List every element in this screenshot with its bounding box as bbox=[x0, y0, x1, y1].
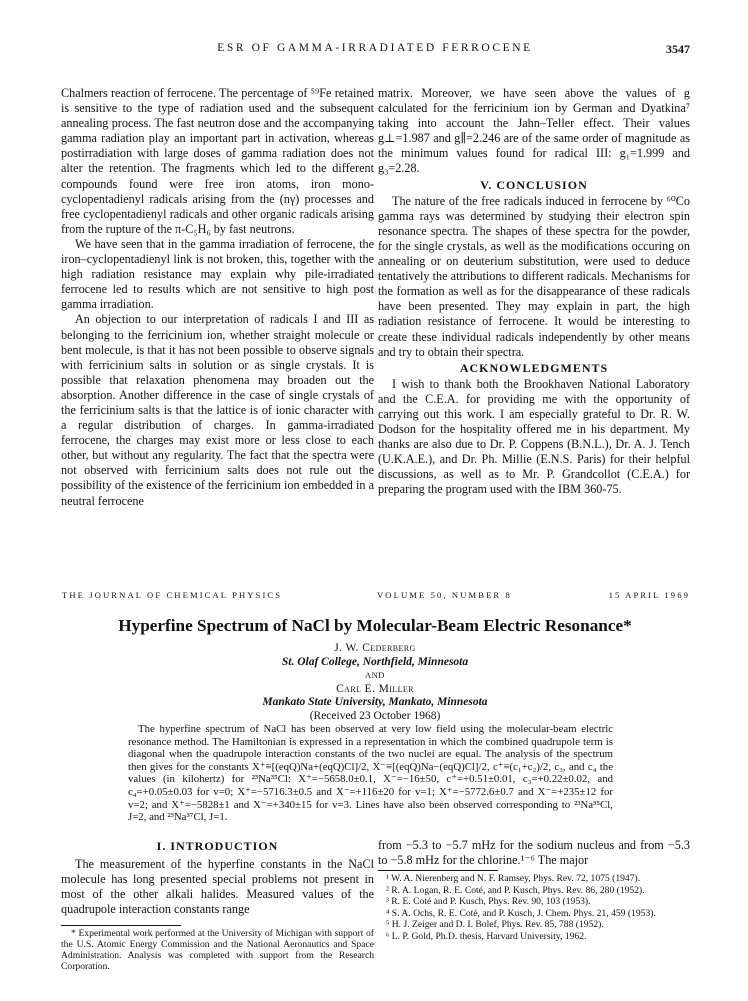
reference-item: ¹ W. A. Nierenberg and N. F. Ramsey, Phys. Rev. 72, 1075 (1947). bbox=[386, 873, 641, 884]
reference-item: ² R. A. Logan, R. E. Coté, and P. Kusch, Phys. Rev. 86, 280 (1952). bbox=[386, 884, 645, 896]
references-rule bbox=[378, 870, 498, 871]
journal-name: THE JOURNAL OF CHEMICAL PHYSICS bbox=[62, 590, 283, 600]
acknowledgments-paragraph: I wish to thank both the Brookhaven National Laboratory and the C.E.A. for providing me with the opportunity of carrying out this work. I am especially grateful to Dr. R. W. Dodson for the hospitality offered me in his department. My thanks are also due to Dr. P. Coppens (B.N.L.), Dr. A. J. Tench (U.K.A.E.), and Dr. Ph. Millie (E.N.S. Paris) for their helpful discussions, as well as to Mr. P. Grandcollot (C.E.A.) for preparing the program used with the IBM 360-75. bbox=[378, 376, 690, 497]
conclusion-heading: V. CONCLUSION bbox=[480, 177, 588, 192]
abstract bbox=[128, 723, 613, 824]
author-separator: AND bbox=[365, 670, 385, 681]
paragraph: We have seen that in the gamma irradiation of ferrocene, the iron–cyclopentadienyl link is not broken, this, together with the high radiation resistance may explain why pile-irradiated ferrocene led to results which are not sensitive to high post gamma irradiation. bbox=[61, 236, 374, 312]
introduction-heading: I. INTRODUCTION bbox=[156, 839, 279, 853]
conclusion-paragraph: The nature of the free radicals induced in ferrocene by ⁶⁰Co gamma rays was determined by studying their electron spin resonance spectra. The shapes of these spectra for the powder, for the single crystals, as well as the modifications occuring on annealing or on deuterium substitution, were used to deduce tentatively the attributions to different radicals. Mechanisms for the formation as well as for the disappearance of these radicals have been presented. They may explain in part, the high radiation resistance of ferrocene. It would be interesting to create these individual radicals independently by other means and try to obtain their spectra. bbox=[378, 193, 690, 359]
acknowledgments-heading: ACKNOWLEDGMENTS bbox=[459, 360, 609, 375]
journal-date: 15 APRIL 1969 bbox=[608, 590, 690, 600]
reference-item: ⁶ L. P. Gold, Ph.D. thesis, Harvard University, 1962. bbox=[386, 930, 587, 942]
reference-item: ⁵ H. J. Zeiger and D. I. Bolef, Phys. Rev. 85, 788 (1952). bbox=[386, 919, 604, 931]
introduction-continued: from −5.3 to −5.7 mHz for the sodium nucleus and from −5.3 to −5.8 mHz for the chlorine.¹⁻⁶ The major bbox=[378, 838, 690, 867]
abstract-text: The hyperfine spectrum of NaCl has been observed at very low field using the molecular-beam electric resonance method. The Hamiltonian is expressed in a representation in which the combined quadrupole term is diagonal when the quadrupole interaction constants of the two nuclei are equal. The analysis of the spectrum then gives for the constants X⁺≡[(eqQ)Na+(eqQ)Cl]/2, X⁻≡[(eqQ)Na−(eqQ)Cl]/2, c⁺≡(c₁+c₂)/2, c₃, and c₄ the values (in kilohertz) for ²³Na³⁵Cl: X⁺=−5658.0±0.1, X⁻=−16±50, c⁺=+0.51±0.01, c₃=+0.22±0.02, and c₄=+0.05±0.03 for v=0; X⁺=−5716.3±0.5 and X⁻=+116±20 for v=1; X⁺=−5772.6±0.7 and X⁻=+235±12 for v=2; and X⁺=−5828±1 and X⁻=+340±15 for v=3. Lines have also been observed corresponding to ²³Na³⁵Cl, J=2, and ²³Na³⁷Cl, J=1. bbox=[128, 723, 613, 824]
journal-volume: VOLUME 50, NUMBER 8 bbox=[377, 590, 512, 600]
introduction-paragraph: The measurement of the hyperfine constants in the NaCl molecule has long presented special problems not present in most of the other alkali halides. Measured values of the quadrupole interaction constants range bbox=[61, 857, 374, 916]
author-name: Carl E. Miller bbox=[336, 682, 414, 695]
reference-item: ³ R. E. Coté and P. Kusch, Phys. Rev. 90, 103 (1953). bbox=[386, 896, 591, 908]
footnote-rule bbox=[61, 925, 181, 926]
page-number: 3547 bbox=[666, 42, 690, 56]
reference-item: ⁴ S. A. Ochs, R. E. Coté, and P. Kusch, J. Chem. Phys. 21, 459 (1953). bbox=[386, 907, 656, 919]
running-header bbox=[60, 42, 690, 58]
author-affiliation: St. Olaf College, Northfield, Minnesota bbox=[281, 655, 469, 668]
footnote: * Experimental work performed at the University of Michigan with support of the U.S. Atomic Energy Commission and the National Aeronautics and Space Administration. Analysis was completed with support from the Research Corporation. bbox=[61, 928, 374, 972]
introduction-right bbox=[378, 838, 690, 868]
journal-bar bbox=[62, 590, 690, 604]
paragraph: Chalmers reaction of ferrocene. The percentage of ⁵⁹Fe retained is sensitive to the type of radiation used and the subsequent annealing process. The fast neutron dose and the accompanying gamma radiation play an important part in activation, whereas postirradiation with large doses of gamma radiation does not alter the retention. The fragments which led to the different compounds found were free iron atoms, iron mono-cyclopentadienyl radicals arising from the (nγ) processes and free cyclopentadienyl radicals and other organic radicals arising from the rupture of the π-C₅H₆ by fast neutrons. bbox=[61, 86, 374, 236]
paragraph: An objection to our interpretation of radicals I and III as belonging to the ferricinium ion, whether straight molecule or bent molecule, is that it has not been possible to observe signals with ferricinium salts in solution or as single crystals. It is possible that relaxation phenomena may broaden out the absorption. Another difference in the case of single crystals of the ferricinium salts is that the lattice is of ionic character with a regular distribution of charges. In gamma-irradiated ferrocene, the charges may exist more or less close to each other, but without any regularity. The fact that the spectra were not observed with ferricinium salts does not rule out the possibility of the existence of the ferricinium ion embedded in a neutral ferrocene bbox=[61, 312, 374, 508]
prev-article-right-column bbox=[378, 86, 690, 498]
prev-article-left-column bbox=[61, 86, 374, 509]
references bbox=[378, 870, 690, 943]
footnote-block bbox=[61, 925, 374, 972]
received-date: (Received 23 October 1968) bbox=[309, 709, 441, 722]
paragraph: matrix. Moreover, we have seen above the values of g calculated for the ferricinium ion by German and Dyatkina⁷ taking into account the Jahn–Teller effect. Their values g⊥=1.987 and g∥=2.246 are of the same order of magnitude as the minimum values found for radical III: g₁=1.999 and g₃=2.28. bbox=[378, 86, 690, 176]
author-affiliation: Mankato State University, Mankato, Minnesota bbox=[262, 696, 488, 709]
introduction-left bbox=[61, 838, 374, 917]
author-block bbox=[60, 642, 690, 724]
author-name: J. W. Cederberg bbox=[334, 642, 416, 654]
article-title: Hyperfine Spectrum of NaCl by Molecular-Beam Electric Resonance* bbox=[118, 616, 632, 635]
running-title: ESR OF GAMMA-IRRADIATED FERROCENE bbox=[217, 42, 533, 54]
